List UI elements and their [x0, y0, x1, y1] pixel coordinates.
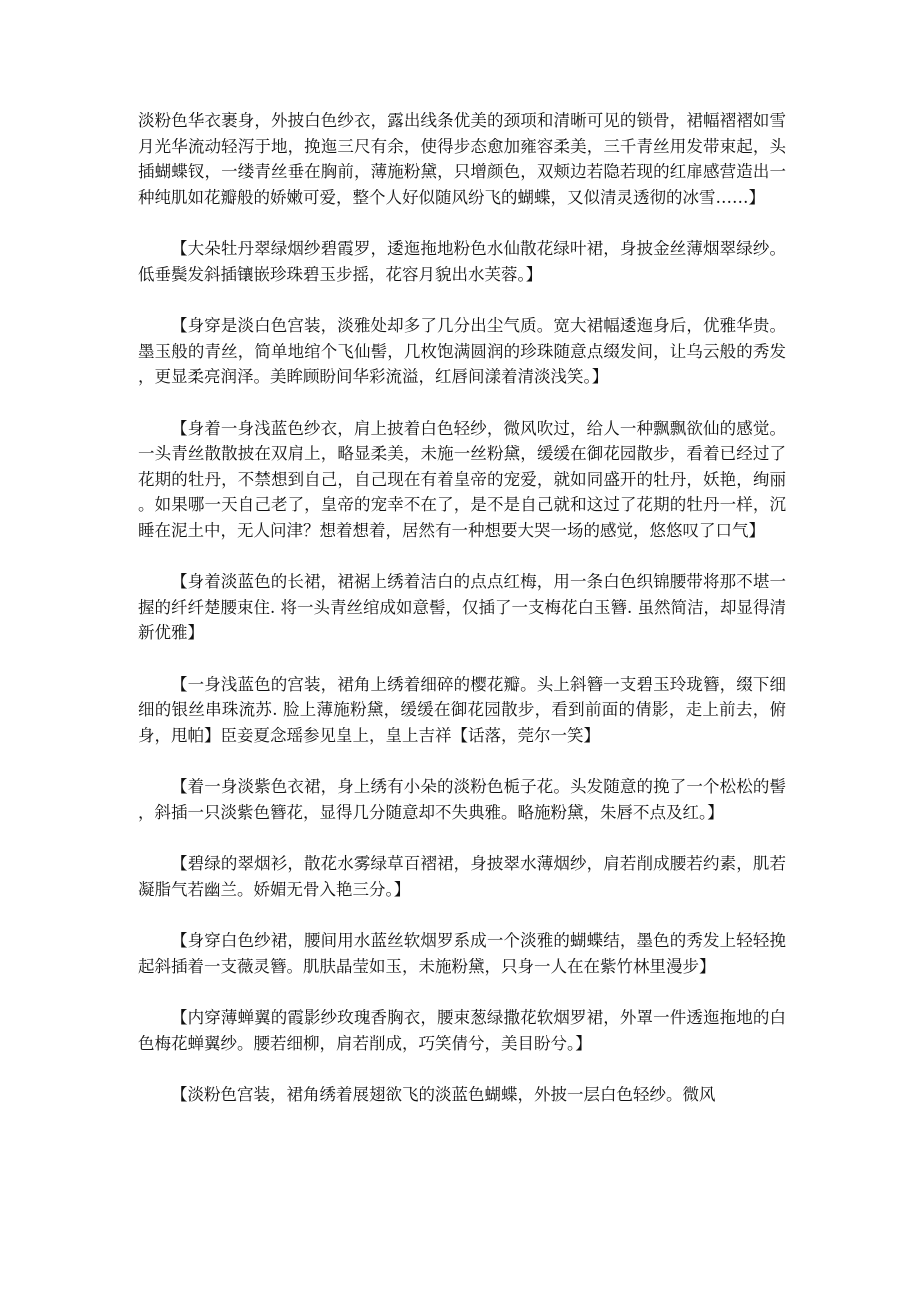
paragraph-8: 【碧绿的翠烟衫，散花水雾绿草百褶裙，身披翠水薄烟纱，肩若削成腰若约素，肌若凝脂气若幽兰。娇媚无骨入艳三分。】	[138, 854, 786, 899]
paragraph-1: 淡粉色华衣裹身，外披白色纱衣，露出线条优美的颈项和清晰可见的锁骨，裙幅褶褶如雪月光华流动轻泻于地，挽迤三尺有余，使得步态愈加雍容柔美，三千青丝用发带束起，头插蝴蝶钗，一缕青丝垂在胸前，薄施粉黛，只增颜色，双颊边若隐若现的红扉感营造出一种纯肌如花瓣般的娇嫩可爱，整个人好似随风纷飞的蝴蝶，又似清灵透彻的冰雪……】	[138, 111, 786, 207]
paragraph-7: 【着一身淡紫色衣裙，身上绣有小朵的淡粉色栀子花。头发随意的挽了一个松松的髻，斜插一只淡紫色簪花，显得几分随意却不失典雅。略施粉黛，朱唇不点及红。】	[138, 777, 786, 822]
document-body	[138, 108, 786, 1134]
paragraph-6: 【一身浅蓝色的宫装，裙角上绣着细碎的樱花瓣。头上斜簪一支碧玉玲珑簪，缀下细细的银丝串珠流苏. 脸上薄施粉黛，缓缓在御花园散步，看到前面的倩影，走上前去，俯身，甩帕】臣妾夏念瑶参见皇上，皇上吉祥【话落，莞尔一笑】	[138, 674, 786, 745]
paragraph-4: 【身着一身浅蓝色纱衣，肩上披着白色轻纱，微风吹过，给人一种飘飘欲仙的感觉。一头青丝散散披在双肩上，略显柔美，未施一丝粉黛，缓缓在御花园散步，看着已经过了花期的牡丹，不禁想到自己，自己现在有着皇帝的宠爱，就如同盛开的牡丹，妖艳，绚丽。如果哪一天自己老了，皇帝的宠幸不在了，是不是自己就和这过了花期的牡丹一样，沉睡在泥土中，无人问津？想着想着，居然有一种想要大哭一场的感觉，悠悠叹了口气】	[138, 418, 786, 540]
paragraph-9: 【身穿白色纱裙，腰间用水蓝丝软烟罗系成一个淡雅的蝴蝶结，墨色的秀发上轻轻挽起斜插着一支薇灵簪。肌肤晶莹如玉，未施粉黛，只身一人在在紫竹林里漫步】	[138, 931, 786, 976]
paragraph-5: 【身着淡蓝色的长裙，裙裾上绣着洁白的点点红梅，用一条白色织锦腰带将那不堪一握的纤纤楚腰束住. 将一头青丝绾成如意髻，仅插了一支梅花白玉簪. 虽然简洁，却显得清新优雅】	[138, 572, 786, 642]
paragraph-2: 【大朵牡丹翠绿烟纱碧霞罗，逶迤拖地粉色水仙散花绿叶裙，身披金丝薄烟翠绿纱。低垂鬓发斜插镶嵌珍珠碧玉步摇，花容月貌出水芙蓉。】	[138, 239, 786, 284]
paragraph-10: 【内穿薄蝉翼的霞影纱玫瑰香胸衣，腰束葱绿撒花软烟罗裙，外罩一件透迤拖地的白色梅花蝉翼纱。腰若细柳，肩若削成，巧笑倩兮，美目盼兮。】	[138, 1008, 786, 1053]
paragraph-11: 【淡粉色宫装，裙角绣着展翅欲飞的淡蓝色蝴蝶，外披一层白色轻纱。微风	[171, 1085, 716, 1104]
paragraph-3: 【身穿是淡白色宫装，淡雅处却多了几分出尘气质。宽大裙幅逶迤身后，优雅华贵。墨玉般的青丝，简单地绾个飞仙髻，几枚饱满圆润的珍珠随意点缀发间，让乌云般的秀发，更显柔亮润泽。美眸顾盼间华彩流溢，红唇间漾着清淡浅笑。】	[138, 316, 786, 386]
